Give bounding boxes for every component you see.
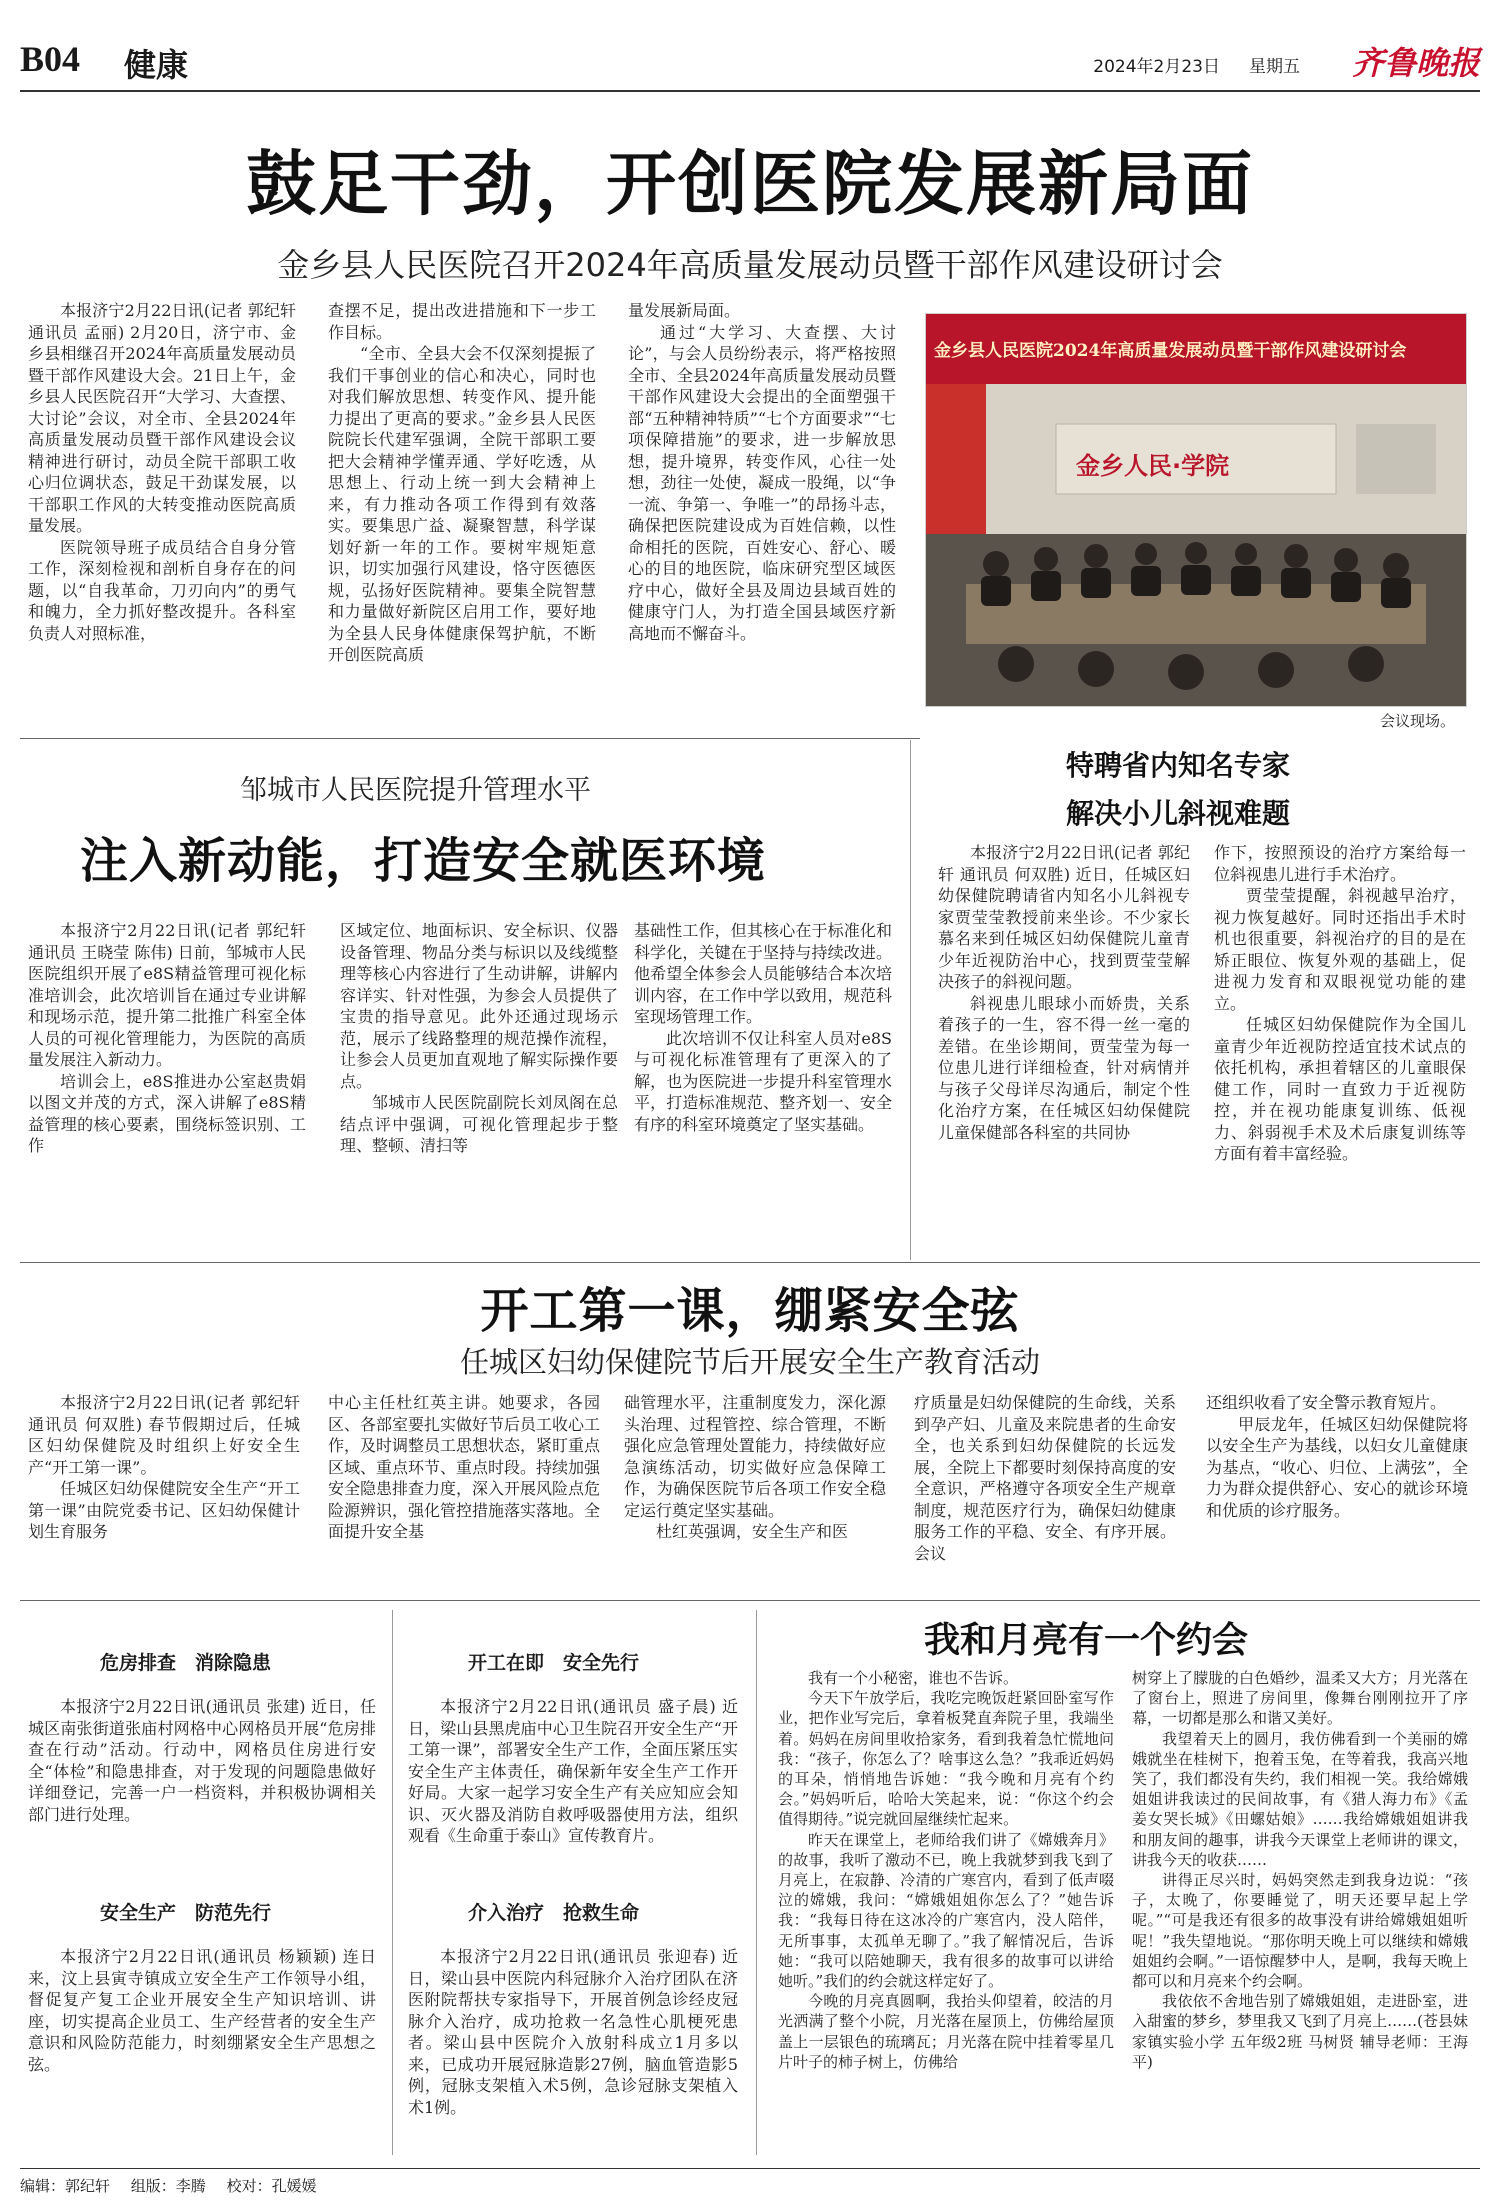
article-1-para: 医院领导班子成员结合自身分管工作，深刻检视和剖析自身存在的问题，以“自我革命，刀刃向内”的勇气和魄力，全力抓好整改提升。各科室负责人对照标准， xyxy=(28,537,296,643)
article-1-para: “全市、全县大会不仅深刻提振了我们干事创业的信心和决心，同时也对我们解放思想、转变作风、提升能力提出了更高的要求。”金乡县人民医院院长代建军强调，全院干部职工要把大会精神学懂弄通、学好吃透，从思想上、行动上统一到大会精神上来，有力推动各项工作得到有效落实。要集思广益、凝聚智慧，科学谋划好新一年的工作。要树牢规矩意识，切实加强行风建设，恪守医德医规，弘扬好医院精神。要集全院智慧和力量做好新院区启用工作，要好地为全县人民身体健康保驾护航，不断开创医院高质 xyxy=(328,344,596,664)
article-1-para: 量发展新局面。 xyxy=(628,301,741,320)
brief-text: 本报济宁2月22日讯(通讯员 张建) 近日，任城区南张街道张庙村网格中心网格员开展“危房排查在行动”活动。行动中，网格员住房进行安全“体检”和隐患排查，对于发现的问题隐患做好详细登记，完善一户一档资料，并积极协调相关部门进行处理。 xyxy=(28,1697,376,1824)
article-4-para: 还组织收看了安全警示教育短片。 xyxy=(1206,1393,1447,1412)
article-5-para: 昨天在课堂上，老师给我们讲了《嫦娥奔月》的故事，我听了激动不已，晚上我就梦到我飞到了月亮上，在寂静、冷清的广寒宫内，看到了低声啜泣的嫦娥，我问：“嫦娥姐姐你怎么了？”她告诉我：“我每日待在这冰冷的广寒宫内，没人陪伴，无所事事，太孤单无聊了。”我了解情况后，告诉她：“我可以陪她聊天，我有很多的故事可以讲给她听。”我们的约会就这样定好了。 xyxy=(778,1830,1114,1991)
article-2-para: 本报济宁2月22日讯(记者 郭纪轩 通讯员 王晓莹 陈伟) 日前，邹城市人民医院组织开展了e8S精益管理可视化标准培训会，此次培训旨在通过专业讲解和现场示范，提升第二批推广科室全体人员的可视化管理能力，为医院的高质量发展注入新动力。 xyxy=(28,921,306,1069)
brief-text: 本报济宁2月22日讯(通讯员 盛子晨) 近日，梁山县黑虎庙中心卫生院召开安全生产“开工第一课”，部署安全生产工作，全面压紧压实安全生产主体责任，确保新年安全生产工作开好局。大家一起学习安全生产有关应知应会知识、灭火器及消防自救呼吸器使用方法，组织观看《生命重于泰山》宣传教育片。 xyxy=(408,1697,738,1845)
article-2-kicker: 邹城市人民医院提升管理水平 xyxy=(240,775,591,806)
article-1-subtitle: 金乡县人民医院召开2024年高质量发展动员暨干部作风建设研讨会 xyxy=(277,246,1223,284)
article-4-title: 开工第一课，绷紧安全弦 xyxy=(480,1283,1020,1339)
article-3-col-1 xyxy=(938,842,1190,1262)
article-4-para: 中心主任杜红英主讲。她要求，各园区、各部室要扎实做好节后员工收心工作，及时调整员工思想状态，紧盯重点区域、重点环节、重点时段。持续加强安全隐患排查力度，深入开展风险点危险源辨识，强化管控措施落实落地。全面提升安全基 xyxy=(328,1393,600,1541)
article-3-title-line-2: 解决小儿斜视难题 xyxy=(1066,797,1291,830)
brief-text: 本报济宁2月22日讯(通讯员 张迎春) 近日，梁山县中医院内科冠脉介入治疗团队在济医附院帮扶专家指导下，开展首例急诊经皮冠脉介入治疗，成功抢救一名急性心肌梗死患者。梁山县中医院介入放射科成立1月多以来，已成功开展冠脉造影27例，脑血管造影5例，冠脉支架植入术5例，急诊冠脉支架植入术1例。 xyxy=(408,1947,738,2117)
article-4-col-5 xyxy=(1206,1392,1468,1592)
article-1-para: 查摆不足，提出改进措施和下一步工作目标。 xyxy=(328,301,596,342)
article-1-col-2 xyxy=(328,300,596,720)
article-3-para: 斜视患儿眼球小而娇贵，关系着孩子的一生，容不得一丝一毫的差错。在坐诊期间，贾莹莹为每一位患儿进行详细检查，针对病情并与孩子父母详尽沟通后，制定个性化治疗方案，在任城区妇幼保健院儿童保健部各科室的共同协 xyxy=(938,993,1190,1142)
article-5-para: 我有一个小秘密，谁也不告诉。 xyxy=(808,1669,1019,1687)
article-3-col-2 xyxy=(1214,842,1466,1262)
article-1-col-1 xyxy=(28,300,296,720)
article-2-para: 培训会上，e8S推进办公室赵贵娟以图文并茂的方式，深入讲解了e8S精益管理的核心要素，围绕标签识别、工作 xyxy=(28,1071,306,1155)
brief-title: 介入治疗 抢救生命 xyxy=(468,1902,640,1924)
brief-title: 开工在即 安全先行 xyxy=(468,1652,640,1674)
column-divider xyxy=(756,1610,757,2155)
article-5-title: 我和月亮有一个约会 xyxy=(924,1619,1249,1661)
footer-proof: 校对：孔媛媛 xyxy=(226,2177,317,2195)
section-name: 健康 xyxy=(124,46,189,84)
article-4-para: 疗质量是妇幼保健院的生命线，关系到孕产妇、儿童及来院患者的生命安全，也关系到妇幼保健院的长远发展，全院上下都要时刻保持高度的安全意识，严格遵守各项安全生产规章制度，规范医疗行为，确保妇幼健康服务工作的平稳、安全、有序开展。会议 xyxy=(914,1393,1176,1563)
brief-text: 本报济宁2月22日讯(通讯员 杨颖颖) 连日来，汶上县寅寺镇成立安全生产工作领导小组，督促复产复工企业开展安全生产知识培训、讲座，切实提高企业员工、生产经营者的安全生产意识和风险防范能力，时刻绷紧安全生产思想之弦。 xyxy=(28,1947,376,2074)
article-4-col-1 xyxy=(28,1392,300,1592)
article-2-col-3 xyxy=(634,920,892,1260)
article-4-col-3 xyxy=(624,1392,886,1592)
divider xyxy=(20,738,920,739)
article-5-para: 树穿上了朦胧的白色婚纱，温柔又大方；月光落在了窗台上，照进了房间里，像舞台刚刚拉开了序幕，一切都是那么和谐又美好。 xyxy=(1132,1669,1468,1728)
issue-weekday: 星期五 xyxy=(1249,57,1300,77)
article-3-para: 贾莹莹提醒，斜视越早治疗，视力恢复越好。同时还指出手术时机也很重要，斜视治疗的目的是在矫正眼位、恢复外观的基础上，促进视力发育和双眼视觉功能的建立。 xyxy=(1214,886,1466,1013)
footer-layout: 组版：李腾 xyxy=(130,2177,206,2195)
newspaper-logo: 齐鲁晚报 xyxy=(1351,44,1480,82)
page-header xyxy=(20,28,1480,92)
article-4-para: 本报济宁2月22日讯(记者 郭纪轩 通讯员 何双胜) 春节假期过后，任城区妇幼保健院及时组织上好安全生产“开工第一课”。 xyxy=(28,1393,300,1477)
article-4-col-4 xyxy=(914,1392,1176,1592)
article-1-para: 本报济宁2月22日讯(记者 郭纪轩 通讯员 孟丽) 2月20日，济宁市、金乡县相继召开2024年高质量发展动员暨干部作风建设大会。21日上午，金乡县人民医院召开“大学习、大查摆、大讨论”会议，对全市、全县2024年高质量发展动员暨干部作风建设会议精神进行研讨，动员全院干部职工收心归位调状态，鼓足干劲谋发展，以干部职工作风的大转变推动医院高质量发展。 xyxy=(28,301,296,535)
article-1-col-3 xyxy=(628,300,896,720)
article-3-para: 作下，按照预设的治疗方案给每一位斜视患儿进行手术治疗。 xyxy=(1214,843,1466,884)
article-5-para: 今晚的月亮真圆啊，我抬头仰望着，皎洁的月光洒满了整个小院，月光落在屋顶上，仿佛给屋顶盖上一层银色的琉璃瓦；月光落在院中挂着零星几片叶子的柿子树上，仿佛给 xyxy=(778,1992,1114,2071)
photo-banner-text: 金乡县人民医院2024年高质量发展动员暨干部作风建设研讨会 xyxy=(934,341,1407,361)
article-2-para: 区域定位、地面标识、安全标识、仪器设备管理、物品分类与标识以及线缆整理等核心内容进行了生动讲解，讲解内容详实、针对性强，为参会人员提供了宝贵的指导意见。此外还通过现场示范，展示了线路整理的规范操作流程，让参会人员更加直观地了解实际操作要点。 xyxy=(340,921,618,1091)
article-4-para: 础管理水平，注重制度发力，深化源头治理、过程管控、综合管理，不断强化应急管理处置能力，持续做好应急演练活动，切实做好应急保障工作，为确保医院节后各项工作安全稳定运行奠定坚实基础。 xyxy=(624,1393,886,1520)
article-5-para: 今天下午放学后，我吃完晚饭赶紧回卧室写作业，把作业写完后，拿着板凳直奔院子里，我端坐着。妈妈在房间里收拾家务，看到我着急忙慌地问我：“孩子，你怎么了？啥事这么急？”我乖近妈妈的耳朵，悄悄地告诉她：“我今晚和月亮有个约会。”妈妈听后，哈哈大笑起来，说：“你这个约会值得期待。”说完就回屋继续忙起来。 xyxy=(778,1689,1114,1829)
meeting-photo xyxy=(925,313,1467,707)
divider xyxy=(20,1262,1480,1263)
article-3-para: 任城区妇幼保健院作为全国儿童青少年近视防控适宜技术试点的依托机构，承担着辖区的儿童眼保健工作，同时一直致力于近视防控，并在视功能康复训练、低视力、斜弱视手术及术后康复训练等方面有着丰富经验。 xyxy=(1214,1015,1466,1163)
page-footer xyxy=(20,2168,1480,2196)
issue-date: 2024年2月23日 xyxy=(1093,57,1220,77)
article-1-title: 鼓足干劲，开创医院发展新局面 xyxy=(246,142,1254,225)
article-4-col-2 xyxy=(328,1392,600,1592)
article-3-title-line-1: 特聘省内知名专家 xyxy=(1066,749,1291,782)
article-2-title: 注入新动能，打造安全就医环境 xyxy=(80,833,767,889)
article-2-col-1 xyxy=(28,920,306,1260)
article-2-para: 此次培训不仅让科室人员对e8S与可视化标准管理有了更深入的了解，也为医院进一步提升科室管理水平，打造标准规范、整齐划一、安全有序的科室环境奠定了坚实基础。 xyxy=(634,1028,892,1134)
article-5-para: 我望着天上的圆月，我仿佛看到一个美丽的嫦娥就坐在桂树下，抱着玉兔，在等着我，我高兴地笑了，我们都没有失约，我们相视一笑。我给嫦娥姐姐讲我读过的民间故事，有《猎人海力布》《孟姜女哭长城》《田螺姑娘》……我给嫦娥姐姐讲我和朋友间的趣事，讲我今天课堂上老师讲的课文，讲我今天的收获…… xyxy=(1132,1729,1468,1869)
brief-title: 危房排查 消除隐患 xyxy=(100,1652,272,1674)
photo-caption: 会议现场。 xyxy=(1380,712,1456,730)
article-5-para: 讲得正尽兴时，妈妈突然走到我身边说：“孩子，太晚了，你要睡觉了，明天还要早起上学呢。”“可是我还有很多的故事没有讲给嫦娥姐姐听呢！”我失望地说。“那你明天晚上可以继续和嫦娥姐姐约会啊。”一语惊醒梦中人，是啊，我每天晚上都可以和月亮来个约会啊。 xyxy=(1132,1871,1468,1991)
article-3-para: 本报济宁2月22日讯(记者 郭纪轩 通讯员 何双胜) 近日，任城区妇幼保健院聘请省内知名小儿斜视专家贾莹莹教授前来坐诊。不少家长慕名来到任城区妇幼保健院儿童青少年近视防治中心，找到贾莹莹解决孩子的斜视问题。 xyxy=(938,843,1190,991)
article-4-para: 杜红英强调，安全生产和医 xyxy=(656,1522,849,1541)
brief-body xyxy=(28,1696,376,1886)
article-5-para: 我依依不舍地告别了嫦娥姐姐，走进卧室，进入甜蜜的梦乡，梦里我又飞到了月亮上……(苍县妹家镇实验小学 五年级2班 马树贤 辅导老师：王海平) xyxy=(1132,1992,1468,2071)
article-4-subtitle: 任城区妇幼保健院节后开展安全生产教育活动 xyxy=(459,1345,1040,1379)
article-5-col-1 xyxy=(778,1668,1114,2154)
brief-body xyxy=(408,1696,738,1886)
divider xyxy=(20,1600,1480,1601)
brief-body xyxy=(28,1946,376,2136)
article-2-para: 基础性工作，但其核心在于标准化和科学化，关键在于坚持与持续改进。他希望全体参会人员能够结合本次培训内容，在工作中学以致用，规范科室现场管理工作。 xyxy=(634,921,892,1026)
photo-wall-text: 金乡人民·学院 xyxy=(1076,452,1230,480)
brief-body xyxy=(408,1946,738,2156)
article-4-para: 任城区妇幼保健院安全生产“开工第一课”由院党委书记、区妇幼保健计划生育服务 xyxy=(28,1479,300,1541)
article-2-para: 邹城市人民医院副院长刘凤阁在总结点评中强调，可视化管理起步于整理、整顿、清扫等 xyxy=(340,1093,618,1155)
column-divider xyxy=(910,740,911,1260)
column-divider xyxy=(392,1610,393,2155)
footer-editor: 编辑：郭纪轩 xyxy=(20,2177,111,2195)
article-2-col-2 xyxy=(340,920,618,1260)
article-1-para: 通过“大学习、大查摆、大讨论”，与会人员纷纷表示，将严格按照全市、全县2024年高质量发展动员暨干部作风建设大会提出的全面塑强干部“五种精神特质”“七个方面要求”“七项保障措施”的要求，进一步解放思想，提升境界，转变作风，心往一处想，劲往一处使，凝成一股绳，以“争一流、争第一、争唯一”的昂扬斗志，确保把医院建设成为百姓信赖，以性命相托的医院，百姓安心、舒心、暖心的目的地医院，临床研究型区域医疗中心，做好全县及周边县域百姓的健康守门人，为打造全国县域医疗新高地而不懈奋斗。 xyxy=(628,322,896,643)
page-number: B04 xyxy=(20,39,81,79)
article-5-col-2 xyxy=(1132,1668,1468,2154)
brief-title: 安全生产 防范先行 xyxy=(100,1902,272,1924)
article-4-para: 甲辰龙年，任城区妇幼保健院将以安全生产为基线，以妇女儿童健康为基点，“收心、归位、上满弦”，全力为群众提供舒心、安心的就诊环境和优质的诊疗服务。 xyxy=(1206,1414,1468,1520)
